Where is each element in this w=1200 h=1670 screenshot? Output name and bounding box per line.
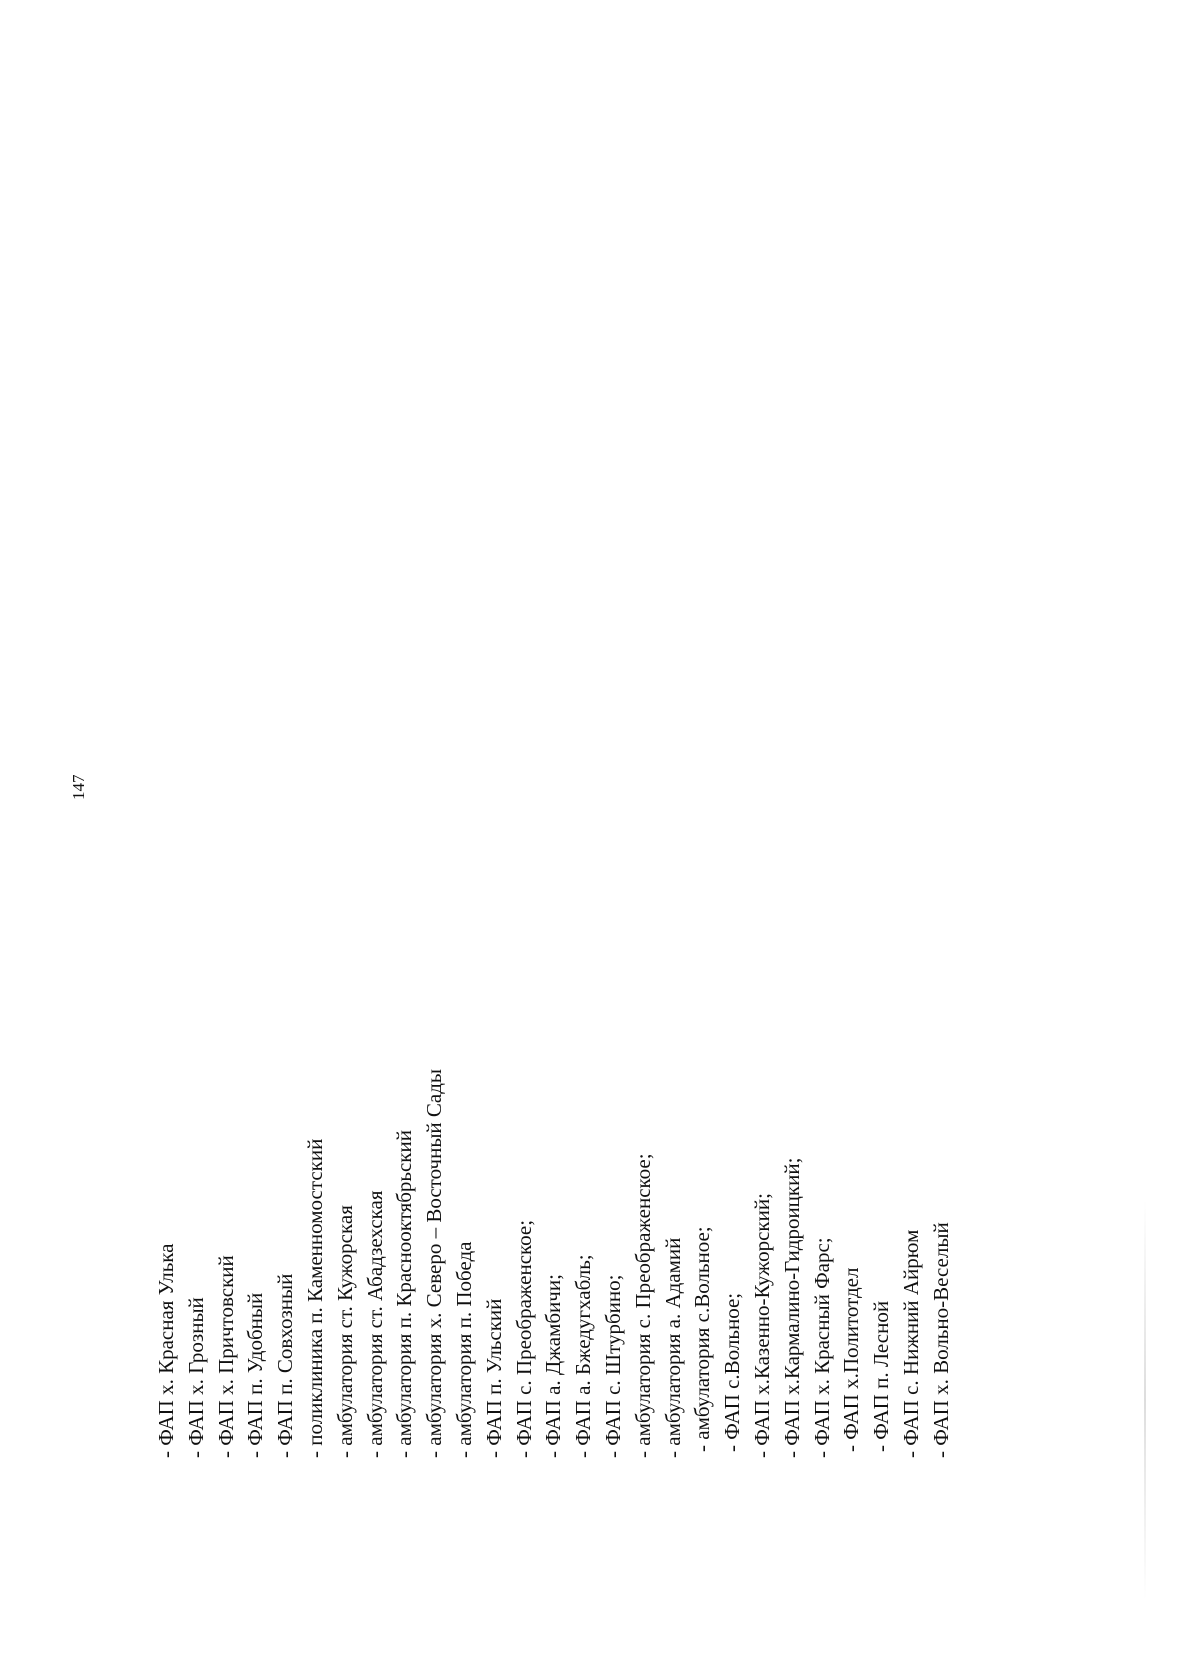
list-item: - ФАП п. Ульский xyxy=(481,1298,506,1458)
list-item: - ФАП х. Красная Улька xyxy=(154,1243,178,1458)
facility-list xyxy=(152,158,957,1458)
list-item: - ФАП х.Казенно-Кужорский; xyxy=(749,1193,774,1458)
list-item: - поликлиника п. Каменномостский xyxy=(302,1138,327,1458)
list-item: - амбулатория х. Северо – Восточный Сады xyxy=(422,1068,447,1458)
list-item: - ФАП с. Штурбино; xyxy=(600,1274,625,1458)
list-item: - ФАП х. Вольно-Веселый xyxy=(928,1222,953,1458)
list-item: - ФАП с. Нижний Айрюм xyxy=(898,1229,923,1458)
list-item: - амбулатория а. Адамий xyxy=(660,1237,685,1458)
list-item: - ФАП с.Вольное; xyxy=(720,1292,745,1452)
page-number: 147 xyxy=(69,774,88,800)
list-item: - ФАП х. Причтовский xyxy=(213,1255,238,1458)
list-item: - ФАП п. Совхозный xyxy=(273,1273,298,1458)
list-item: - ФАП п. Лесной xyxy=(869,1300,894,1452)
list-item: - амбулатория п. Краснооктябрьский xyxy=(392,1130,417,1458)
list-item: - ФАП с. Преображенское; xyxy=(511,1219,536,1458)
scan-edge-mark xyxy=(1144,1200,1146,1600)
list-item: - ФАП х. Красный Фарс; xyxy=(809,1237,834,1458)
list-item: - ФАП а. Джамбичи; xyxy=(541,1274,566,1458)
list-item: - амбулатория ст. Кужорская xyxy=(332,1205,357,1458)
list-item: - ФАП х. Грозный xyxy=(183,1297,208,1458)
list-item: - ФАП х.Политотдел xyxy=(839,1267,864,1452)
list-item: - ФАП п. Удобный xyxy=(243,1292,268,1458)
list-item: - амбулатория с.Вольное; xyxy=(690,1226,715,1452)
list-item: - амбулатория с. Преображенское; xyxy=(630,1153,655,1458)
list-item: - амбулатория п. Победа xyxy=(451,1241,476,1458)
list-item: - амбулатория ст. Абадзехская xyxy=(362,1190,387,1458)
list-item: - ФАП х.Кармалино-Гидроицкий; xyxy=(779,1157,804,1458)
list-item: - ФАП а. Бжедугхабль; xyxy=(571,1254,596,1458)
